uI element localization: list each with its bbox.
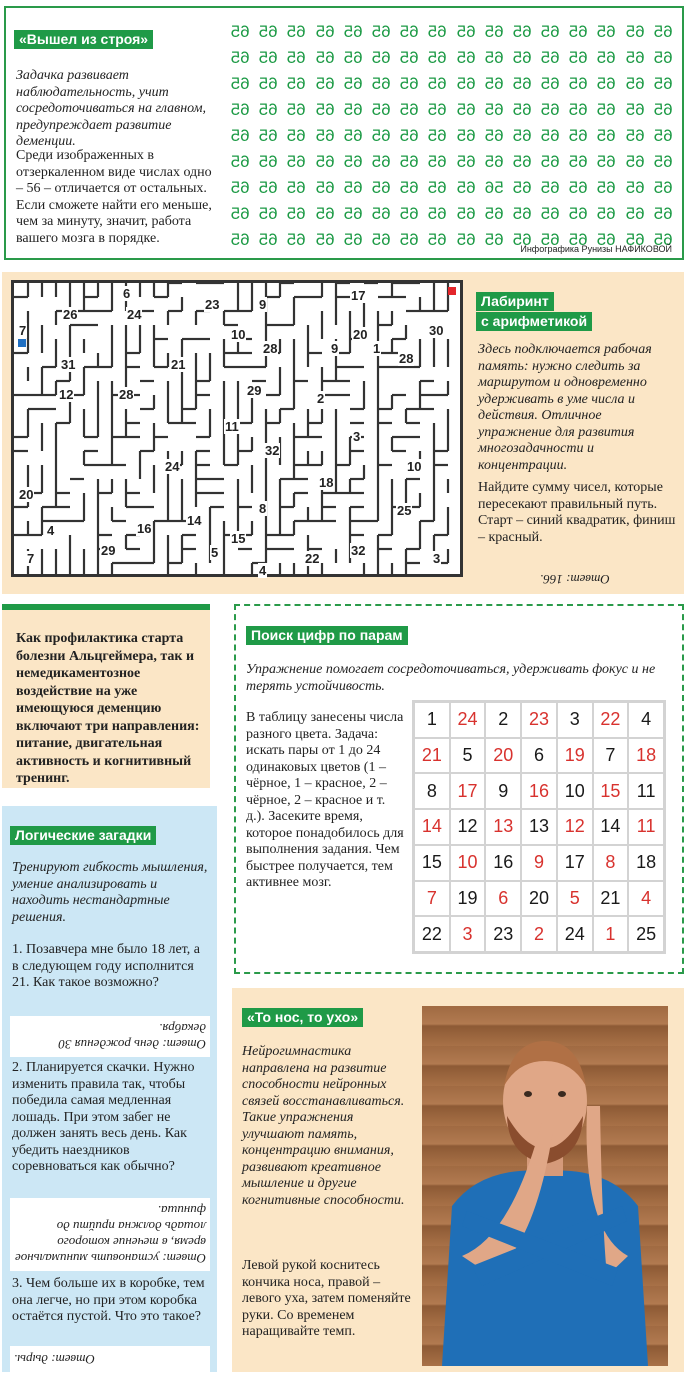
table-cell-red: 2 — [522, 917, 556, 951]
number-cell: 65 — [315, 126, 335, 145]
maze-number: 14 — [187, 513, 202, 528]
puzzle-answer-2: Ответ: установить минимальное время, в течение которого лошадь должна прийти до финиша. — [10, 1198, 210, 1271]
table-cell-black: 24 — [558, 917, 592, 951]
number-cell: 65 — [371, 204, 391, 223]
table-cell-red: 16 — [522, 774, 556, 808]
section-body: Левой рукой коснитесь кончика носа, правой – левого уха, затем поменяйте руки. Со временем наращивайте темп. — [242, 1258, 411, 1339]
number-cell: 65 — [540, 230, 560, 249]
maze-number: 24 — [165, 459, 180, 474]
number-cell: 65 — [456, 22, 476, 41]
infographic-credit: Инфографика Рунизы НАФИКОВОЙ — [520, 244, 672, 254]
number-cell: 65 — [287, 100, 306, 119]
puzzle-answer-1: Ответ: день рождения 30 декабря. — [10, 1016, 210, 1057]
number-cell: 65 — [343, 74, 363, 93]
table-cell-red: 13 — [486, 810, 520, 844]
table-cell-black: 21 — [594, 882, 628, 916]
number-cell: 65 — [287, 22, 306, 41]
number-cell: 65 — [568, 126, 588, 145]
number-cell: 65 — [625, 22, 645, 41]
maze-number: 7 — [19, 323, 27, 338]
number-cell: 65 — [597, 126, 616, 145]
table-cell-black: 10 — [558, 774, 592, 808]
number-cell: 65 — [343, 178, 363, 197]
table-cell-black: 2 — [486, 703, 520, 737]
number-cell: 65 — [512, 178, 532, 197]
table-cell-black: 23 — [486, 917, 520, 951]
number-cell: 65 — [230, 230, 250, 249]
number-cell: 65 — [371, 48, 391, 67]
number-cell: 65 — [427, 178, 447, 197]
number-cell: 65 — [625, 74, 645, 93]
number-cell: 65 — [597, 230, 616, 249]
number-cell: 65 — [653, 204, 673, 223]
number-cell: 65 — [287, 204, 306, 223]
number-cell: 65 — [540, 126, 560, 145]
table-cell-red: 22 — [594, 703, 628, 737]
number-cell: 65 — [540, 100, 560, 119]
table-cell-black: 12 — [451, 810, 485, 844]
note-body: Как профилактика старта болезни Альцгеймера, так и немедикаментозное воздействие на уже имеющуюся деменцию включают три направления: питание, двигательная активность и когнитивный тренинг. — [16, 631, 200, 786]
number-cell: 65 — [540, 74, 560, 93]
number-cell: 65 — [258, 22, 278, 41]
maze-number: 5 — [211, 545, 219, 560]
section-logic-puzzles — [2, 806, 217, 1372]
maze-number: 9 — [331, 341, 339, 356]
number-cell: 65 — [371, 22, 391, 41]
number-cell: 65 — [653, 100, 673, 119]
table-cell-red: 19 — [558, 739, 592, 773]
number-cell: 65 — [230, 152, 250, 171]
number-cell: 65 — [343, 230, 363, 249]
number-cell: 65 — [427, 100, 447, 119]
number-cell: 65 — [456, 230, 476, 249]
maze-number: 26 — [63, 307, 78, 322]
table-cell-black: 14 — [594, 810, 628, 844]
number-cell: 65 — [597, 74, 616, 93]
number-cell: 65 — [597, 100, 616, 119]
number-cell: 65 — [568, 22, 588, 41]
section-maze — [2, 272, 684, 594]
number-cell: 65 — [427, 204, 447, 223]
number-cell: 65 — [230, 100, 250, 119]
table-cell-red: 12 — [558, 810, 592, 844]
maze-number: 32 — [351, 543, 366, 558]
table-cell-red: 18 — [629, 739, 663, 773]
number-cell: 65 — [399, 22, 419, 41]
table-cell-black: 18 — [629, 846, 663, 880]
maze-number: 31 — [61, 357, 76, 372]
table-cell-red: 5 — [558, 882, 592, 916]
number-cell: 65 — [230, 204, 250, 223]
maze-number: 18 — [319, 475, 334, 490]
number-cell: 65 — [625, 48, 645, 67]
number-cell: 65 — [653, 48, 673, 67]
maze-number: 4 — [47, 523, 55, 538]
maze-number: 32 — [265, 443, 280, 458]
number-cell: 65 — [653, 178, 673, 197]
maze-number: 28 — [119, 387, 134, 402]
exercise-photo — [422, 1006, 668, 1366]
number-cell: 65 — [343, 100, 363, 119]
number-cell: 65 — [484, 230, 504, 249]
table-cell-black: 11 — [629, 774, 663, 808]
puzzle-answer-3: Ответ: дыры. — [10, 1346, 210, 1372]
number-cell: 65 — [456, 48, 476, 67]
odd-number-cell: 56 — [484, 178, 504, 197]
number-cell: 65 — [258, 230, 278, 249]
maze-number: 3 — [353, 429, 361, 444]
number-cell: 65 — [456, 204, 476, 223]
section-description: Тренируют гибкость мышления, умение анализировать и находить нестандартные решения. — [12, 860, 208, 925]
number-cell: 65 — [258, 126, 278, 145]
table-cell-black: 19 — [451, 882, 485, 916]
maze-number: 24 — [127, 307, 142, 322]
table-cell-red: 23 — [522, 703, 556, 737]
number-cell: 65 — [343, 48, 363, 67]
section-title: «То нос, то ухо» — [242, 1008, 363, 1027]
maze-number: 28 — [399, 351, 414, 366]
number-cell: 65 — [427, 152, 447, 171]
number-cell: 65 — [258, 204, 278, 223]
number-cell: 65 — [427, 48, 447, 67]
number-cell: 65 — [484, 100, 504, 119]
section-body: В таблицу занесены числа разного цвета. Задача: искать пары от 1 до 24 одинаковых цветов (1 – чёрное, 1 – красное, 2 – чёрное, 2 – красное и т. д.). Засеките время, которое понадобилось для выполнения задания. Чем быстрее получается, тем активнее мозг. — [246, 710, 404, 890]
number-cell: 65 — [315, 100, 335, 119]
number-cell: 65 — [568, 74, 588, 93]
number-cell: 65 — [371, 100, 391, 119]
section-title-line1: Лабиринт — [476, 292, 554, 311]
maze-number: 25 — [397, 503, 412, 518]
number-cell: 65 — [371, 178, 391, 197]
maze-number: 9 — [259, 297, 267, 312]
maze-number: 15 — [231, 531, 246, 546]
number-cell: 65 — [625, 204, 645, 223]
number-cell: 65 — [287, 48, 306, 67]
number-cell: 65 — [540, 22, 560, 41]
number-cell: 65 — [315, 152, 335, 171]
number-cell: 65 — [343, 204, 363, 223]
section-title: Логические загадки — [10, 826, 156, 845]
maze-number: 21 — [171, 357, 186, 372]
number-cell: 65 — [315, 74, 335, 93]
number-cell: 65 — [399, 204, 419, 223]
number-cell: 65 — [568, 230, 588, 249]
number-cell: 65 — [258, 74, 278, 93]
number-cell: 65 — [484, 152, 504, 171]
number-cell: 65 — [427, 230, 447, 249]
number-cell: 65 — [371, 152, 391, 171]
maze-number: 12 — [59, 387, 74, 402]
number-cell: 65 — [371, 126, 391, 145]
table-cell-black: 8 — [415, 774, 449, 808]
number-cell: 65 — [484, 48, 504, 67]
table-cell-black: 9 — [486, 774, 520, 808]
maze-number: 10 — [407, 459, 422, 474]
maze-number: 22 — [305, 551, 320, 566]
number-cell: 65 — [568, 178, 588, 197]
number-cell: 65 — [456, 74, 476, 93]
number-cell: 65 — [625, 126, 645, 145]
table-cell-red: 3 — [451, 917, 485, 951]
number-cell: 65 — [625, 100, 645, 119]
number-cell: 65 — [315, 230, 335, 249]
table-cell-red: 17 — [451, 774, 485, 808]
number-cell: 65 — [653, 22, 673, 41]
number-cell: 65 — [230, 48, 250, 67]
number-cell: 65 — [625, 178, 645, 197]
number-cell: 65 — [427, 74, 447, 93]
number-cell: 65 — [484, 74, 504, 93]
number-cell: 65 — [456, 100, 476, 119]
maze-number: 23 — [205, 297, 220, 312]
maze-number: 6 — [123, 286, 131, 301]
number-cell: 65 — [399, 178, 419, 197]
number-cell: 65 — [315, 178, 335, 197]
number-cell: 65 — [625, 152, 645, 171]
table-cell-red: 1 — [594, 917, 628, 951]
number-cell: 65 — [399, 152, 419, 171]
number-cell: 65 — [568, 204, 588, 223]
number-cell: 65 — [597, 22, 616, 41]
table-cell-black: 25 — [629, 917, 663, 951]
number-cell: 65 — [258, 100, 278, 119]
number-cell: 65 — [512, 74, 532, 93]
maze-number: 29 — [101, 543, 116, 558]
man-touching-nose-illustration — [422, 1006, 668, 1366]
table-cell-red: 4 — [629, 882, 663, 916]
number-cell: 65 — [484, 204, 504, 223]
puzzle-question-3: 3. Чем больше их в коробке, тем она легче, но при этом коробка остаётся пустой. Что это такое? — [12, 1276, 205, 1324]
number-cell: 65 — [399, 126, 419, 145]
number-cell: 65 — [456, 152, 476, 171]
number-cell: 65 — [653, 126, 673, 145]
number-cell: 65 — [540, 48, 560, 67]
table-cell-red: 7 — [415, 882, 449, 916]
maze-number: 7 — [27, 551, 35, 566]
number-cell: 65 — [512, 48, 532, 67]
number-cell: 65 — [512, 100, 532, 119]
number-cell: 65 — [512, 204, 532, 223]
number-cell: 65 — [540, 178, 560, 197]
maze-number: 28 — [263, 341, 278, 356]
section-title: Поиск цифр по парам — [246, 626, 408, 645]
number-cell: 65 — [230, 126, 250, 145]
number-cell: 65 — [597, 204, 616, 223]
maze-number: 11 — [225, 419, 239, 434]
table-cell-black: 5 — [451, 739, 485, 773]
number-cell: 65 — [399, 230, 419, 249]
number-cell: 65 — [540, 152, 560, 171]
number-cell: 65 — [597, 178, 616, 197]
table-cell-red: 15 — [594, 774, 628, 808]
number-cell: 65 — [230, 178, 250, 197]
section-title-line2: с арифметикой — [476, 312, 592, 331]
number-cell: 65 — [625, 230, 645, 249]
table-cell-red: 24 — [451, 703, 485, 737]
number-cell: 65 — [399, 100, 419, 119]
table-cell-red: 6 — [486, 882, 520, 916]
maze-number: 30 — [429, 323, 444, 338]
number-cell: 65 — [597, 152, 616, 171]
table-cell-black: 20 — [522, 882, 556, 916]
table-cell-red: 10 — [451, 846, 485, 880]
section-alzheimer-note — [2, 604, 210, 788]
table-cell-black: 1 — [415, 703, 449, 737]
number-cell: 65 — [287, 74, 306, 93]
maze-number: 20 — [353, 327, 368, 342]
section-description: Нейрогимнастика направлена на развитие способности нейронных связей восстанавливаться. Такие упражнения улучшают память, концентрацию внимания, развивают креативное мышление и другие когнитивные способности. — [242, 1044, 405, 1208]
maze-number: 16 — [137, 521, 152, 536]
number-cell: 65 — [512, 22, 532, 41]
maze-finish-marker — [448, 287, 456, 295]
maze-number: 3 — [433, 551, 441, 566]
number-cell: 65 — [343, 22, 363, 41]
table-cell-black: 7 — [594, 739, 628, 773]
table-cell-black: 17 — [558, 846, 592, 880]
number-cell: 65 — [427, 22, 447, 41]
table-cell-black: 4 — [629, 703, 663, 737]
maze — [11, 280, 463, 577]
table-cell-red: 8 — [594, 846, 628, 880]
number-cell: 65 — [540, 204, 560, 223]
table-cell-red: 21 — [415, 739, 449, 773]
number-cell: 65 — [456, 178, 476, 197]
maze-number: 29 — [247, 383, 262, 398]
section-title: «Вышел из строя» — [14, 30, 153, 49]
number-cell: 65 — [287, 126, 306, 145]
mirrored-number-grid — [226, 22, 678, 256]
table-cell-black: 22 — [415, 917, 449, 951]
section-body: Среди изображенных в отзеркаленном виде числах одно – 56 – отличается от остальных. Если сможете найти его меньше, чем за минуту, значит, работа вашего мозга в порядке. — [16, 148, 212, 246]
section-out-of-line — [4, 6, 684, 260]
maze-number: 2 — [317, 391, 325, 406]
section-number-pairs — [234, 604, 684, 974]
number-pairs-table — [412, 700, 666, 954]
number-cell: 65 — [512, 152, 532, 171]
number-cell: 65 — [512, 230, 532, 249]
maze-number: 20 — [19, 487, 34, 502]
number-cell: 65 — [230, 74, 250, 93]
table-cell-black: 16 — [486, 846, 520, 880]
number-cell: 65 — [371, 230, 391, 249]
table-cell-black: 6 — [522, 739, 556, 773]
puzzle-question-2: 2. Планируется скачки. Нужно изменить правила так, чтобы победила самая медленная лошадь. При этом забег не должен занять весь день. Как убедить наездников соревноваться как обычно? — [12, 1060, 195, 1174]
maze-number: 17 — [351, 288, 366, 303]
number-cell: 65 — [287, 152, 306, 171]
table-cell-black: 3 — [558, 703, 592, 737]
number-cell: 65 — [597, 48, 616, 67]
number-cell: 65 — [399, 74, 419, 93]
number-cell: 65 — [484, 126, 504, 145]
maze-number: 8 — [259, 501, 267, 516]
number-cell: 65 — [653, 74, 673, 93]
number-cell: 65 — [315, 204, 335, 223]
number-cell: 65 — [399, 48, 419, 67]
table-cell-red: 20 — [486, 739, 520, 773]
number-cell: 65 — [568, 100, 588, 119]
section-body: Найдите сумму чисел, которые пересекают правильный путь. Старт – синий квадратик, финиш – красный. — [478, 480, 676, 545]
number-cell: 65 — [343, 126, 363, 145]
number-cell: 65 — [343, 152, 363, 171]
number-cell: 65 — [287, 230, 306, 249]
maze-number: 1 — [373, 341, 381, 356]
table-cell-black: 15 — [415, 846, 449, 880]
number-cell: 65 — [287, 178, 306, 197]
section-nose-ear — [232, 988, 684, 1372]
number-cell: 65 — [653, 152, 673, 171]
number-cell: 65 — [568, 152, 588, 171]
maze-answer: Ответ: 166. — [540, 572, 610, 587]
maze-number: 4 — [259, 563, 267, 578]
number-cell: 65 — [484, 22, 504, 41]
maze-start-marker — [18, 339, 26, 347]
section-description: Здесь подключается рабочая память: нужно следить за маршрутом и одновременно удерживать в уме числа и действия. Отличное упражнение для развития многозадачности и концентрации. — [478, 342, 652, 473]
number-cell: 65 — [258, 178, 278, 197]
number-cell: 65 — [427, 126, 447, 145]
table-cell-red: 14 — [415, 810, 449, 844]
number-cell: 65 — [315, 48, 335, 67]
puzzle-question-1: 1. Позавчера мне было 18 лет, а в следующем году исполнится 21. Как такое возможно? — [12, 942, 200, 990]
table-cell-black: 13 — [522, 810, 556, 844]
number-cell: 65 — [230, 22, 250, 41]
table-cell-red: 11 — [629, 810, 663, 844]
number-cell: 65 — [568, 48, 588, 67]
number-cell: 65 — [512, 126, 532, 145]
table-cell-red: 9 — [522, 846, 556, 880]
number-cell: 65 — [258, 152, 278, 171]
number-cell: 65 — [371, 74, 391, 93]
number-cell: 65 — [258, 48, 278, 67]
section-description: Задачка развивает наблюдательность, учит сосредоточиваться на главном, предупреждает развитие деменции. — [16, 68, 207, 149]
number-cell: 65 — [315, 22, 335, 41]
number-cell: 65 — [653, 230, 673, 249]
number-cell: 65 — [456, 126, 476, 145]
maze-number: 10 — [231, 327, 246, 342]
section-description: Упражнение помогает сосредоточиваться, удерживать фокус и не терять устойчивость. — [246, 662, 656, 694]
